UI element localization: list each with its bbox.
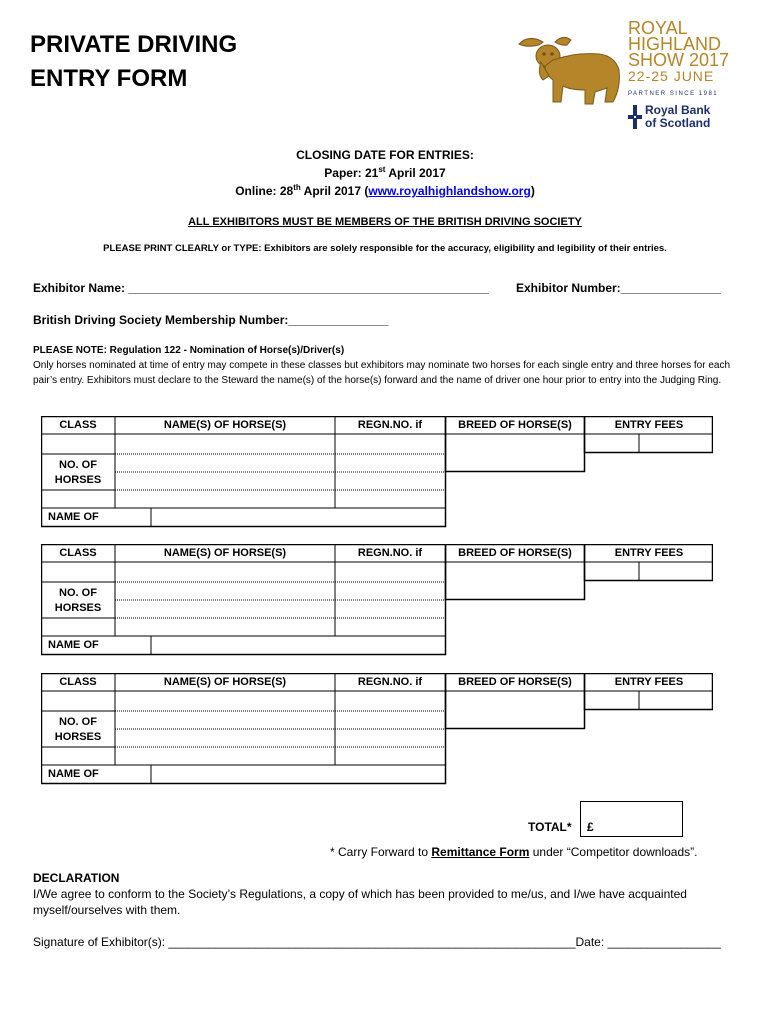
breed-header: BREED OF HORSE(S) [458,547,572,559]
names-header: NAME(S) OF HORSE(S) [163,547,287,559]
bank-line-1: Royal Bank [645,103,711,117]
rbs-logo [628,104,738,130]
fees-header: ENTRY FEES [614,419,684,431]
breed-header: BREED OF HORSE(S) [458,419,572,431]
no-of-line-2: HORSES [54,474,102,486]
closing-heading: CLOSING DATE FOR ENTRIES: [296,148,474,162]
online-date-sup: th [293,183,301,192]
form-title [30,28,237,96]
currency-symbol: £ [587,820,594,834]
title-line-2: ENTRY FORM [30,65,188,92]
class-header: CLASS [59,676,97,688]
entry-table-grid [41,673,713,785]
title-line-1: PRIVATE DRIVING [30,31,238,58]
logo-line-1: ROYAL [628,18,688,38]
bank-line-2: of Scotland [645,116,711,130]
carry-forward-note [330,845,697,859]
no-of-horses-label [41,458,115,488]
print-notice: PLEASE PRINT CLEARLY or TYPE: Exhibitors are solely responsible for the accuracy, eligibility and legibility of their entries. [103,243,667,254]
signature-date-field[interactable]: Signature of Exhibitor(s): _____________________________________________________________Date: _________________ [33,935,721,949]
logo-partner: PARTNER SINCE 1981 [628,91,719,97]
entry-table-2 [41,544,713,656]
entry-table-1 [41,416,713,528]
online-date [0,183,770,198]
entry-table-grid [41,544,713,656]
entry-table-3 [41,673,713,785]
no-of-line-1: NO. OF [59,587,97,599]
members-notice: ALL EXHIBITORS MUST BE MEMBERS OF THE BRITISH DRIVING SOCIETY [188,216,582,228]
online-date-suffix: ) [530,184,535,198]
fees-header: ENTRY FEES [614,676,684,688]
rbs-daisy-icon [628,105,642,129]
paper-date-sup: st [378,165,386,174]
declaration-body: I/We agree to conform to the Society’s Regulations, a copy of which has been provided to me/us, and I/we have acquainted myself/ourselves with them. [33,887,687,917]
nomination-note [33,343,738,388]
logo-line-3: SHOW 2017 [628,50,730,70]
carry-suffix: under “Competitor downloads”. [529,845,698,859]
online-date-prefix: Online: 28 [235,184,294,198]
paper-date [0,165,770,180]
exhibitor-name-field[interactable]: Exhibitor Name: ______________________________________________________ [33,281,489,295]
logo-line-2: HIGHLAND [628,34,722,54]
no-of-line-2: HORSES [54,602,102,614]
no-of-horses-label [41,715,115,745]
entry-table-grid [41,416,713,528]
names-header: NAME(S) OF HORSE(S) [163,676,287,688]
name-of-label: NAME OF [48,639,99,651]
royal-highland-show-logo [628,20,738,130]
exhibitor-number-field[interactable]: Exhibitor Number:_______________ [516,281,721,295]
note-heading: PLEASE NOTE: Regulation 122 - Nomination of Horse(s)/Driver(s) [33,345,345,356]
breed-header: BREED OF HORSE(S) [458,676,572,688]
note-body: Only horses nominated at time of entry may compete in these classes but exhibitors may nominate two horses for each single entry and three horses for each pair’s entry. Exhibitors must declare to the Steward the name(s) of the horse(s) forward and the name of driver one hour prior to entry into the Judging Ring. [33,360,731,386]
no-of-horses-label [41,586,115,616]
name-of-label: NAME OF [48,768,99,780]
paper-date-suffix: April 2017 [385,166,446,180]
remittance-form-link[interactable]: Remittance Form [431,845,530,859]
name-of-label: NAME OF [48,511,99,523]
logo-dates: 22-25 JUNE [628,68,715,84]
total-amount-box[interactable] [580,801,683,837]
total-label: TOTAL* [528,820,572,834]
fees-header: ENTRY FEES [614,547,684,559]
highland-bull-logo-icon [515,30,623,110]
carry-prefix: * Carry Forward to [330,845,432,859]
show-website-link[interactable]: www.royalhighlandshow.org [368,184,531,198]
no-of-line-1: NO. OF [59,459,97,471]
names-header: NAME(S) OF HORSE(S) [163,419,287,431]
paper-date-prefix: Paper: 21 [324,166,379,180]
declaration-section [33,870,738,918]
bds-membership-field[interactable]: British Driving Society Membership Number:_______________ [33,313,389,327]
regn-header: REGN.NO. if [357,676,423,688]
no-of-line-1: NO. OF [59,716,97,728]
online-date-mid: April 2017 ( [300,184,369,198]
class-header: CLASS [59,419,97,431]
declaration-heading: DECLARATION [33,871,120,885]
class-header: CLASS [59,547,97,559]
no-of-line-2: HORSES [54,731,102,743]
regn-header: REGN.NO. if [357,419,423,431]
regn-header: REGN.NO. if [357,547,423,559]
